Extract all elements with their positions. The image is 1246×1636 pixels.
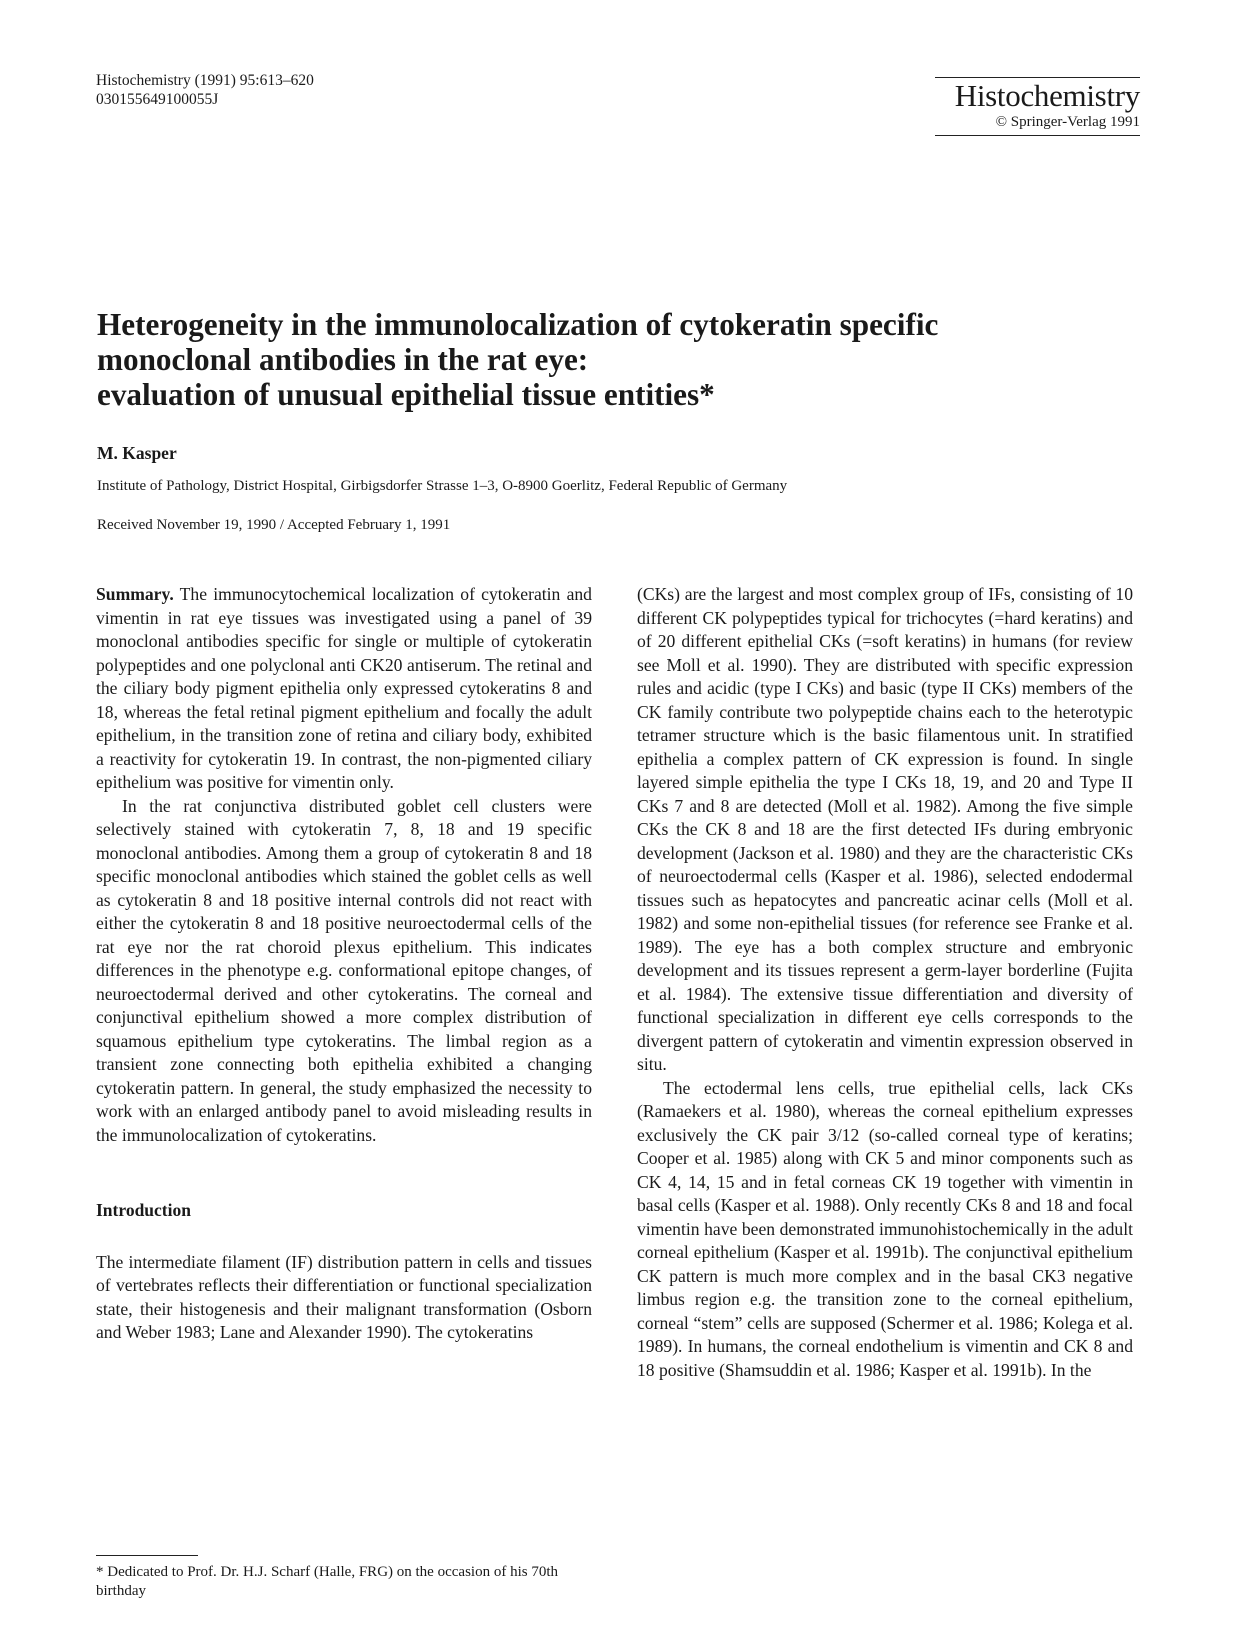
footnote: * Dedicated to Prof. Dr. H.J. Scharf (Halle, FRG) on the occasion of his 70th birthday bbox=[96, 1564, 558, 1599]
title-line-3: evaluation of unusual epithelial tissue entities* bbox=[97, 377, 715, 412]
summary-label: Summary. bbox=[96, 584, 174, 604]
introduction-paragraph-1-start: The intermediate filament (IF) distribution pattern in cells and tissues of vertebrates reflects their differentiation or functional specialization state, their histogenesis and their malignant transformation (Osborn and Weber 1983; Lane and Alexander 1990). The cytokeratins bbox=[96, 1251, 592, 1342]
left-column bbox=[96, 583, 592, 1345]
document-code: 030155649100055J bbox=[96, 91, 219, 108]
introduction-heading: Introduction bbox=[96, 1200, 191, 1220]
journal-copyright: © Springer-Verlag 1991 bbox=[995, 114, 1140, 130]
journal-citation: Histochemistry (1991) 95:613–620 bbox=[96, 72, 314, 89]
introduction-paragraph-2: The ectodermal lens cells, true epithelial cells, lack CKs (Ramaekers et al. 1980), whereas the corneal epithelium expresses exclusively the CK pair 3/12 (so-called corneal type of keratins; Cooper et al. 1985) along with CK 5 and minor components such as CK 4, 14, 15 and in fetal corneas CK 19 together with vimentin in basal cells (Kasper et al. 1988). Only recently CKs 8 and 18 and focal vimentin have been demonstrated immunohistochemically in the adult corneal epithelium (Kasper et al. 1991b). The conjunctival epithelium CK pattern is much more complex and in the basal CK3 negative limbus region e.g. the transition zone to the corneal epithelium, corneal “stem” cells are supposed (Schermer et al. 1986; Kolega et al. 1989). In humans, the corneal endothelium is vimentin and CK 8 and 18 positive (Shamsuddin et al. 1986; Kasper et al. 1991b). In the bbox=[637, 1077, 1133, 1380]
journal-citation-block bbox=[96, 71, 314, 109]
introduction-paragraph-1-continued: (CKs) are the largest and most complex group of IFs, consisting of 10 different CK polypeptides typical for trichocytes (=hard keratins) and of 20 different epithelial CKs (=soft keratins) in humans (for review see Moll et al. 1990). They are distributed with specific expression rules and acidic (type I CKs) and basic (type II CKs) members of the CK family contribute two polypeptide chains each to the heterotypic tetramer structure which is the basic filamentous unit. In stratified epithelia a complex pattern of CK expression is found. In single layered simple epithelia the type I CKs 18, 19, and 20 and Type II CKs 7 and 8 are detected (Moll et al. 1982). Among the five simple CKs the CK 8 and 18 are the first detected IFs during embryonic development (Jackson et al. 1980) and they are the characteristic CKs of neuroectodermal cells (Kasper et al. 1986), selected endodermal tissues such as hepatocytes and pancreatic acinar cells (Moll et al. 1982) and some non-epithelial tissues (for reference see Franke et al. 1989). The eye has a both complex structure and embryonic development and its tissues represent a germ-layer borderline (Fujita et al. 1984). The extensive tissue differentiation and diversity of functional specialization in different eye cells corresponds to the divergent pattern of cytokeratin and vimentin expression observed in situ. bbox=[637, 584, 1133, 1074]
author-name: M. Kasper bbox=[97, 443, 177, 463]
journal-rule-bottom bbox=[935, 135, 1140, 136]
received-dates: Received November 19, 1990 / Accepted February 1, 1991 bbox=[97, 517, 451, 533]
footnote-rule bbox=[96, 1555, 198, 1556]
article-title bbox=[97, 307, 1157, 412]
title-line-2: monoclonal antibodies in the rat eye: bbox=[97, 342, 589, 377]
journal-masthead bbox=[935, 76, 1140, 131]
right-column bbox=[637, 583, 1133, 1382]
author-affiliation: Institute of Pathology, District Hospital, Girbigsdorfer Strasse 1–3, O-8900 Goerlitz, Federal Republic of Germany bbox=[97, 478, 788, 494]
title-line-1: Heterogeneity in the immunolocalization of cytokeratin specific bbox=[97, 307, 939, 342]
summary-paragraph-1 bbox=[96, 583, 592, 795]
summary-paragraph-2: In the rat conjunctiva distributed goblet cell clusters were selectively stained with cytokeratin 7, 8, 18 and 19 specific monoclonal antibodies. Among them a group of cytokeratin 8 and 18 specific monoclonal antibodies which stained the goblet cells as well as cytokeratin 8 and 18 positive internal controls did not react with either the cytokeratin 8 and 18 positive neuroectodermal cells of the rat eye nor the rat choroid plexus epithelium. This indicates differences in the phenotype e.g. conformational epitope changes, of neuroectodermal derived and other cytokeratins. The corneal and conjunctival epithelium showed a more complex distribution of squamous epithelium type cytokeratins. The limbal region as a transient zone connecting both epithelia exhibited a changing cytokeratin pattern. In general, the study emphasized the necessity to work with an enlarged antibody panel to avoid misleading results in the immunolocalization of cytokeratins. bbox=[96, 795, 592, 1145]
summary-text-1: The immunocytochemical localization of cytokeratin and vimentin in rat eye tissues was investigated using a panel of 39 monoclonal antibodies specific for single or multiple of cytokeratin polypeptides and one polyclonal anti CK20 antiserum. The retinal and the ciliary body pigment epithelia only expressed cytokeratins 8 and 18, whereas the fetal retinal pigment epithelium and focally the adult epithelium, in the transition zone of retina and ciliary body, exhibited a reactivity for cytokeratin 19. In contrast, the non-pigmented ciliary epithelium was positive for vimentin only. bbox=[96, 584, 592, 792]
journal-name: Histochemistry bbox=[954, 78, 1140, 113]
